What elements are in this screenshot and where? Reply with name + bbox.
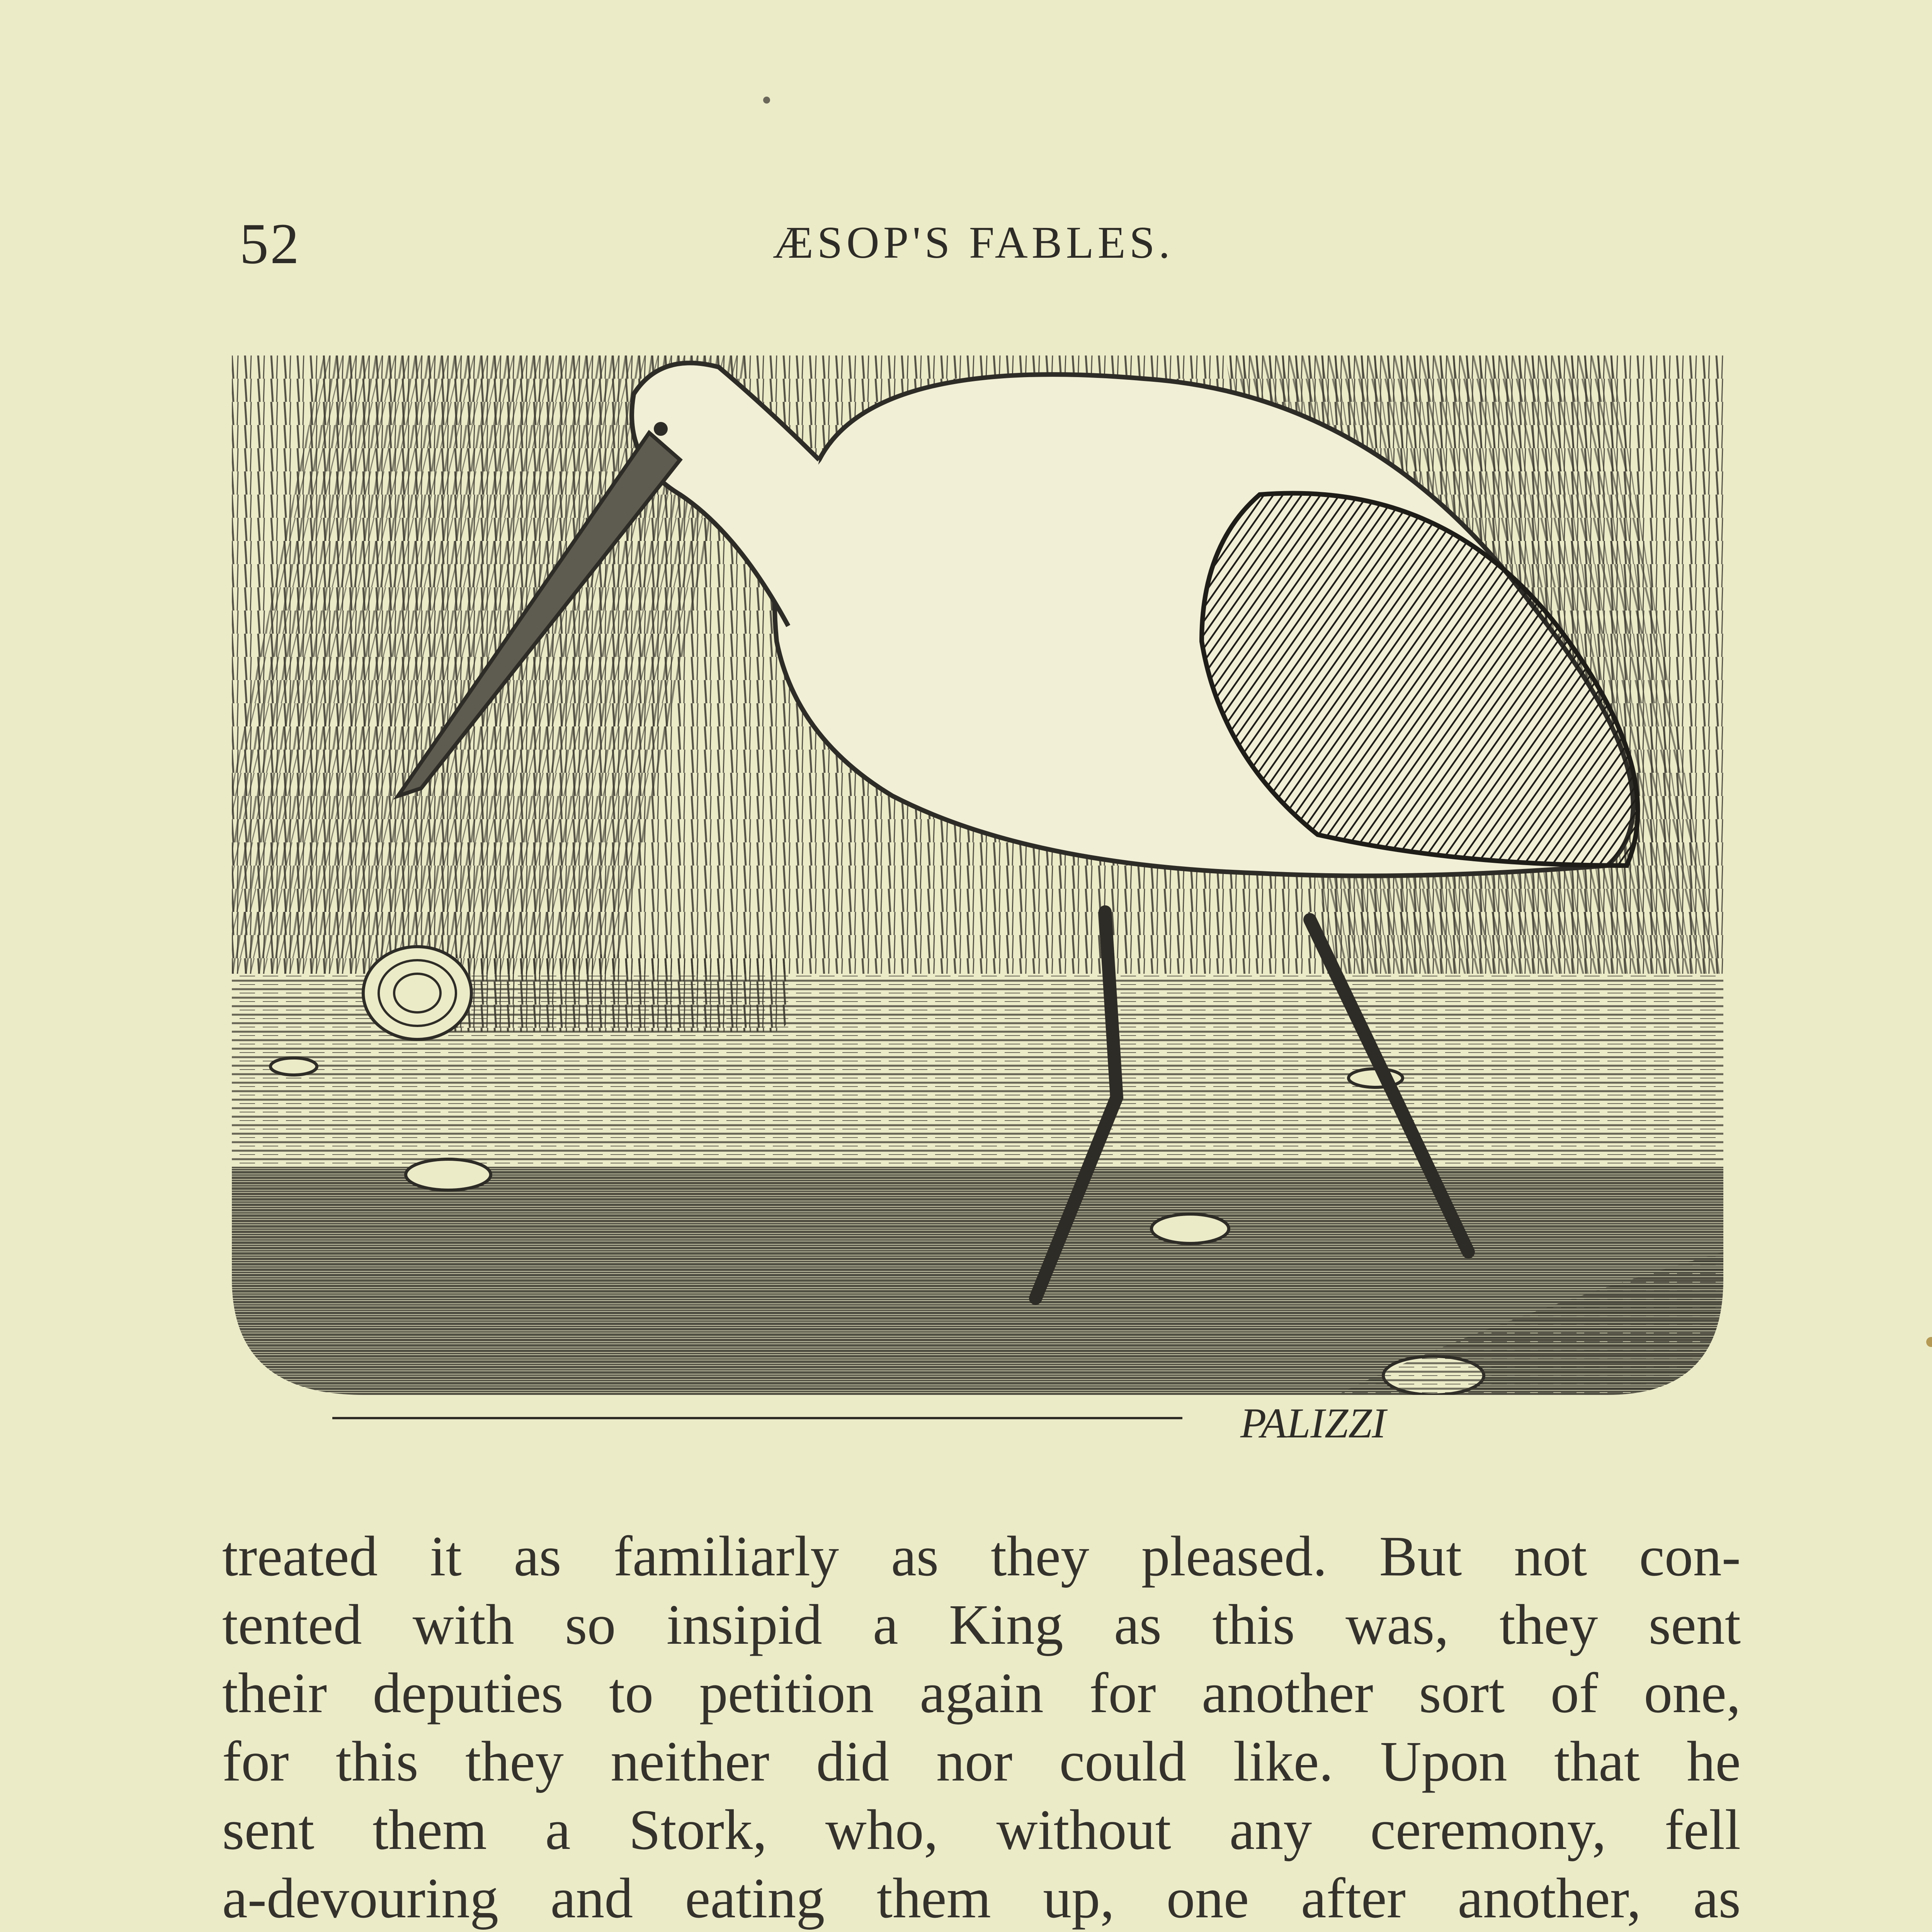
page-number: 52: [240, 212, 301, 276]
text-line: a-devouring and eating them up, one after another, as: [222, 1867, 1741, 1930]
text-line: tented with so insipid a King as this was, they sent: [222, 1593, 1741, 1656]
floating-log: [363, 947, 788, 1039]
stork-engraving: [216, 332, 1754, 1480]
paper-stain: [1926, 1337, 1932, 1347]
running-title: ÆSOP'S FABLES.: [773, 217, 1174, 268]
stork-eye: [654, 422, 668, 436]
text-line: sent them a Stork, who, without any ceremony, fell: [222, 1798, 1741, 1862]
engraving-svg: [216, 332, 1754, 1480]
engraver-signature: PALIZZI: [1240, 1400, 1386, 1447]
text-line: treated it as familiarly as they pleased. But not con-: [222, 1525, 1741, 1588]
fable-text: [222, 1522, 1741, 1932]
text-line: their deputies to petition again for another sort of one,: [222, 1662, 1741, 1725]
ink-speck: [763, 97, 770, 104]
text-line: for this they neither did nor could like. Upon that he: [222, 1730, 1741, 1793]
